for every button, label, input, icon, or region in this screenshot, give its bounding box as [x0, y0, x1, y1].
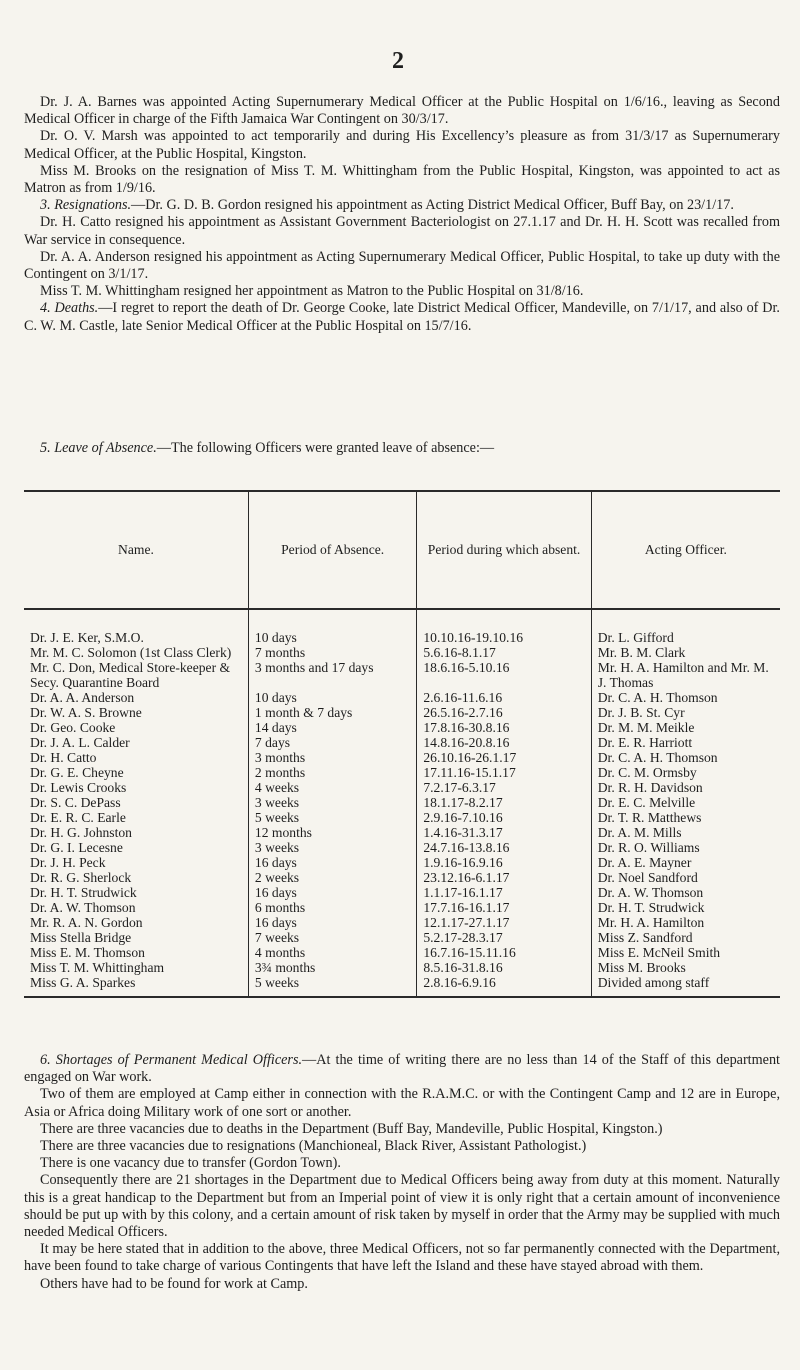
appointments-section: [24, 94, 780, 335]
cell-during: 14.8.16-20.8.16: [417, 735, 591, 750]
cell-during: 2.6.16-11.6.16: [417, 690, 591, 705]
cell-acting: Dr. C. M. Ormsby: [591, 765, 780, 780]
table-row: [24, 705, 780, 720]
cell-period: 7 months: [248, 645, 416, 660]
paragraph-text: Dr. G. D. B. Gordon resigned his appointment as Acting District Medical Officer, Buff Bay, on 23/1/17.: [145, 197, 734, 214]
cell-during: 2.8.16-6.9.16: [417, 975, 591, 997]
cell-period: 12 months: [248, 825, 416, 840]
cell-during: 1.1.17-16.1.17: [417, 885, 591, 900]
cell-during: 24.7.16-13.8.16: [417, 840, 591, 855]
cell-name: Mr. C. Don, Medical Store-keeper & Secy. Quarantine Board: [30, 660, 231, 690]
cell-during: 17.7.16-16.1.17: [417, 900, 591, 915]
cell-period: 2 months: [248, 765, 416, 780]
cell-acting: Mr. H. A. Hamilton and Mr. M. J. Thomas: [591, 660, 780, 690]
cell-name: Miss T. M. Whittingham: [30, 960, 165, 975]
cell-acting: Dr. M. M. Meikle: [591, 720, 780, 735]
paragraph-text: —: [131, 197, 146, 214]
paragraph: [24, 1052, 780, 1086]
cell-acting: Dr. H. T. Strudwick: [591, 900, 780, 915]
section-label: 5. Leave of Absence.: [40, 440, 157, 456]
cell-acting: Dr. A. M. Mills: [591, 825, 780, 840]
table-row: [24, 645, 780, 660]
cell-name: Dr. J. H. Peck: [30, 855, 106, 870]
cell-during: 16.7.16-15.11.16: [417, 945, 591, 960]
cell-during: 5.2.17-28.3.17: [417, 930, 591, 945]
cell-during: 1.9.16-16.9.16: [417, 855, 591, 870]
cell-name: Dr. S. C. DePass: [30, 795, 121, 810]
table-row: [24, 885, 780, 900]
cell-period: 16 days: [248, 885, 416, 900]
cell-acting: Miss E. McNeil Smith: [591, 945, 780, 960]
section-label: 6. Shortages of Permanent Medical Officers.: [40, 1052, 303, 1068]
cell-acting: Mr. B. M. Clark: [591, 645, 780, 660]
section-label: 3. Resignations.: [40, 197, 132, 214]
paragraph: There is one vacancy due to transfer (Gordon Town).: [40, 1155, 341, 1172]
cell-period: 3 weeks: [248, 795, 416, 810]
cell-acting: Mr. H. A. Hamilton: [591, 915, 780, 930]
paragraph: Two of them are employed at Camp either in connection with the R.A.M.C. or with the Contingent Camp and 12 are in Europe, Asia or Africa doing Military work of one sort or another.: [24, 1086, 780, 1120]
cell-period: 3 months and 17 days: [248, 660, 416, 690]
cell-name: Mr. R. A. N. Gordon: [30, 915, 143, 930]
section-label: 4. Deaths.: [40, 300, 99, 317]
header-during: Period during which absent.: [417, 491, 591, 609]
header-name: Name.: [24, 491, 248, 609]
table-row: [24, 660, 780, 690]
cell-name: Miss G. A. Sparkes: [24, 975, 248, 997]
cell-period: 16 days: [248, 915, 416, 930]
cell-during: 1.4.16-31.3.17: [417, 825, 591, 840]
table-row: [24, 915, 780, 930]
cell-name: Dr. H. Catto: [30, 750, 97, 765]
table-row: [24, 975, 780, 997]
cell-name: Dr. A. W. Thomson: [30, 900, 136, 915]
table-row: [24, 795, 780, 810]
paragraph: Dr. J. A. Barnes was appointed Acting Supernumerary Medical Officer at the Public Hospital on 1/6/16., leaving as Second Medical Officer in charge of the Fifth Jamaica War Contingent on 30/3/17.: [24, 94, 780, 128]
leave-heading: [24, 440, 780, 457]
cell-period: 5 weeks: [248, 810, 416, 825]
paragraph: Consequently there are 21 shortages in the Department due to Medical Officers being away from duty at this moment. Naturally this is a great handicap to the Department but from an Imperial point of view it is only right that a certain amount of inconvenience should be put up with by this colony, and a certain amount of risk taken by myself in order that the Army may be supplied with much needed Medical Officers.: [24, 1172, 780, 1241]
cell-name: Miss Stella Bridge: [30, 930, 132, 945]
cell-acting: Dr. Noel Sandford: [591, 870, 780, 885]
cell-name: Dr. Lewis Crooks: [30, 780, 127, 795]
table-row: [24, 855, 780, 870]
cell-during: 18.1.17-8.2.17: [417, 795, 591, 810]
cell-during: 5.6.16-8.1.17: [417, 645, 591, 660]
cell-period: 2 weeks: [248, 870, 416, 885]
cell-during: 10.10.16-19.10.16: [417, 609, 591, 645]
table-row: [24, 825, 780, 840]
cell-acting: Dr. L. Gifford: [591, 609, 780, 645]
cell-name: Dr. W. A. S. Browne: [30, 705, 142, 720]
paragraph-text: —At the time of writing there are no less than 14 of the Staff of this department engaged on War work.: [24, 1052, 780, 1086]
cell-acting: Dr. R. H. Davidson: [591, 780, 780, 795]
paragraph-text: —I regret to report the death of Dr. George Cooke, late District Medical Officer, Mandeville, on 7/1/17, and also of Dr. C. W. M. Castle, late Senior Medical Officer at the Public Hospital on 15/7/16.: [24, 300, 780, 334]
cell-name: Dr. G. E. Cheyne: [30, 765, 124, 780]
table-row: [24, 870, 780, 885]
page-number: 2: [392, 48, 404, 74]
cell-acting: Dr. C. A. H. Thomson: [591, 750, 780, 765]
cell-period: 10 days: [248, 690, 416, 705]
table-row: [24, 750, 780, 765]
table-row: [24, 765, 780, 780]
cell-during: 26.10.16-26.1.17: [417, 750, 591, 765]
cell-acting: Dr. J. B. St. Cyr: [591, 705, 780, 720]
cell-name: Dr. A. A. Anderson: [30, 690, 135, 705]
paragraph: [24, 197, 780, 214]
table-row: [24, 720, 780, 735]
paragraph: Others have had to be found for work at Camp.: [40, 1275, 308, 1292]
cell-name: Dr. Geo. Cooke: [30, 720, 116, 735]
cell-name: Miss E. M. Thomson: [30, 945, 145, 960]
cell-period: 3 weeks: [248, 840, 416, 855]
cell-during: 18.6.16-5.10.16: [417, 660, 591, 690]
cell-period: 4 months: [248, 945, 416, 960]
table-header-row: [24, 491, 780, 609]
paragraph: Dr. H. Catto resigned his appointment as Assistant Government Bacteriologist on 27.1.17 and Dr. H. H. Scott was recalled from War service in consequence.: [24, 214, 780, 248]
cell-acting: Dr. E. R. Harriott: [591, 735, 780, 750]
cell-name: Dr. G. I. Lecesne: [30, 840, 123, 855]
table-body: [24, 609, 780, 997]
cell-acting: Dr. T. R. Matthews: [591, 810, 780, 825]
cell-period: 3¾ months: [248, 960, 416, 975]
cell-acting: Dr. C. A. H. Thomson: [591, 690, 780, 705]
table-row: [24, 735, 780, 750]
cell-period: 5 weeks: [248, 975, 416, 997]
paragraph: There are three vacancies due to deaths in the Department (Buff Bay, Mandeville, Public Hospital, Kingston.): [40, 1120, 663, 1137]
cell-name: Dr. J. A. L. Calder: [30, 735, 130, 750]
paragraph: Miss T. M. Whittingham resigned her appointment as Matron to the Public Hospital on 31/8/16.: [40, 283, 584, 300]
cell-period: 14 days: [248, 720, 416, 735]
cell-during: 7.2.17-6.3.17: [417, 780, 591, 795]
cell-acting: Miss M. Brooks: [591, 960, 780, 975]
cell-acting: Divided among staff: [591, 975, 780, 997]
paragraph: Dr. A. A. Anderson resigned his appointment as Acting Supernumerary Medical Officer, Public Hospital, to take up duty with the Contingent on 3/1/17.: [24, 248, 780, 283]
cell-during: 26.5.16-2.7.16: [417, 705, 591, 720]
paragraph: Dr. O. V. Marsh was appointed to act temporarily and during His Excellency’s pleasure as from 31/3/17 as Supernumerary Medical Officer, at the Public Hospital, Kingston.: [24, 128, 780, 162]
cell-during: 8.5.16-31.8.16: [417, 960, 591, 975]
table-row: [24, 609, 780, 645]
cell-name: Dr. H. G. Johnston: [30, 825, 132, 840]
cell-name: Dr. J. E. Ker, S.M.O.: [30, 630, 144, 645]
leave-table: [24, 490, 780, 998]
cell-during: 12.1.17-27.1.17: [417, 915, 591, 930]
table-row: [24, 945, 780, 960]
cell-period: 7 weeks: [248, 930, 416, 945]
cell-acting: Dr. A. W. Thomson: [591, 885, 780, 900]
cell-period: 4 weeks: [248, 780, 416, 795]
cell-period: 1 month & 7 days: [248, 705, 416, 720]
table-row: [24, 780, 780, 795]
cell-acting: Dr. E. C. Melville: [591, 795, 780, 810]
paragraph: There are three vacancies due to resignations (Manchioneal, Black River, Assistant Pathologist.): [40, 1138, 587, 1155]
header-period: Period of Absence.: [248, 491, 416, 609]
cell-acting: Dr. R. O. Williams: [591, 840, 780, 855]
leave-heading-text: —The following Officers were granted leave of absence:—: [156, 440, 495, 456]
shortages-section: [24, 1052, 780, 1293]
cell-period: 16 days: [248, 855, 416, 870]
cell-during: 17.11.16-15.1.17: [417, 765, 591, 780]
cell-acting: Dr. A. E. Mayner: [591, 855, 780, 870]
table-row: [24, 810, 780, 825]
cell-period: 6 months: [248, 900, 416, 915]
header-acting: Acting Officer.: [591, 491, 780, 609]
cell-name: Dr. R. G. Sherlock: [30, 870, 132, 885]
cell-acting: Miss Z. Sandford: [591, 930, 780, 945]
cell-period: 10 days: [248, 609, 416, 645]
cell-name: Dr. E. R. C. Earle: [30, 810, 126, 825]
table-row: [24, 840, 780, 855]
table-row: [24, 960, 780, 975]
paragraph: It may be here stated that in addition to the above, three Medical Officers, not so far permanently connected with the Department, have been found to take charge of various Contingents that have left the Island and these have stayed abroad with them.: [24, 1241, 780, 1275]
cell-during: 23.12.16-6.1.17: [417, 870, 591, 885]
cell-period: 7 days: [248, 735, 416, 750]
cell-during: 2.9.16-7.10.16: [417, 810, 591, 825]
paragraph: Miss M. Brooks on the resignation of Miss T. M. Whittingham from the Public Hospital, Kingston, was appointed to act as Matron as from 1/9/16.: [24, 162, 780, 197]
paragraph: [24, 300, 780, 334]
table-row: [24, 690, 780, 705]
cell-name: Dr. H. T. Strudwick: [30, 885, 137, 900]
table-row: [24, 930, 780, 945]
cell-during: 17.8.16-30.8.16: [417, 720, 591, 735]
cell-period: 3 months: [248, 750, 416, 765]
cell-name: Mr. M. C. Solomon (1st Class Clerk): [30, 645, 232, 660]
table-row: [24, 900, 780, 915]
